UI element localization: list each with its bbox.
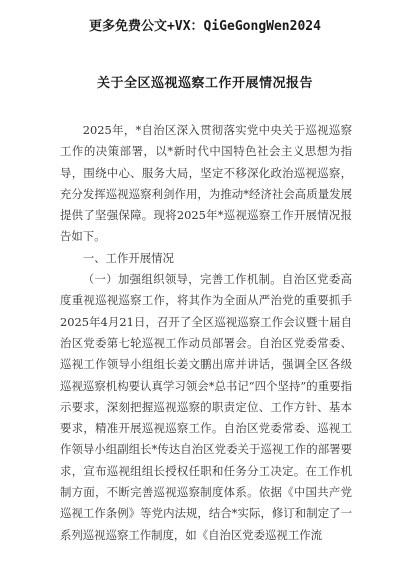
intro-paragraph: 2025年，*自治区深入贯彻落实党中央关于巡视巡察工作的决策部署，以*新时代中国特色社会主义思想为指导，围绕中心、服务大局，坚定不移深化政治巡视巡察，充分发挥巡视巡察利剑作用，为推动*经济社会高质量发展提供了坚强保障。现将2025年*巡视巡察工作开展情况报告如下。 [60, 123, 352, 244]
body-paragraph: （一）加强组织领导，完善工作机制。自治区党委高度重视巡视巡察工作，将其作为全面从严治党的重要抓手2025年4月21日，召开了全区巡视巡察工作会议暨十届自治区党委第七轮巡视工作动员部署会。自治区党委常委、巡视工作领导小组组长姜文鹏出席并讲话，强调全区各级巡视巡察机构要认真学习领会*总书记“四个坚持”的重要指示要求，深刻把握巡视巡察的职责定位、工作方针、基本要求，精准开展巡视巡察工作。自治区党委常委、巡视工作领导小组副组长*传达自治区党委关于巡视工作的部署要求，宣布巡视组组长授权任职和任务分工决定。在工作机制方面，不断完善巡视巡察制度体系。依据《中国共产党巡视工作条例》等党内法规，结合*实际，修订和制定了一系列巡视巡察工作制度，如《自治区党委巡视工作流 [60, 272, 352, 542]
section-heading: 一、工作开展情况 [82, 250, 174, 265]
document-body [60, 120, 352, 546]
document-title: 关于全区巡视巡察工作开展情况报告 [96, 76, 313, 91]
header-note: 更多免费公文+VX：QiGeGongWen2024 [89, 19, 321, 34]
